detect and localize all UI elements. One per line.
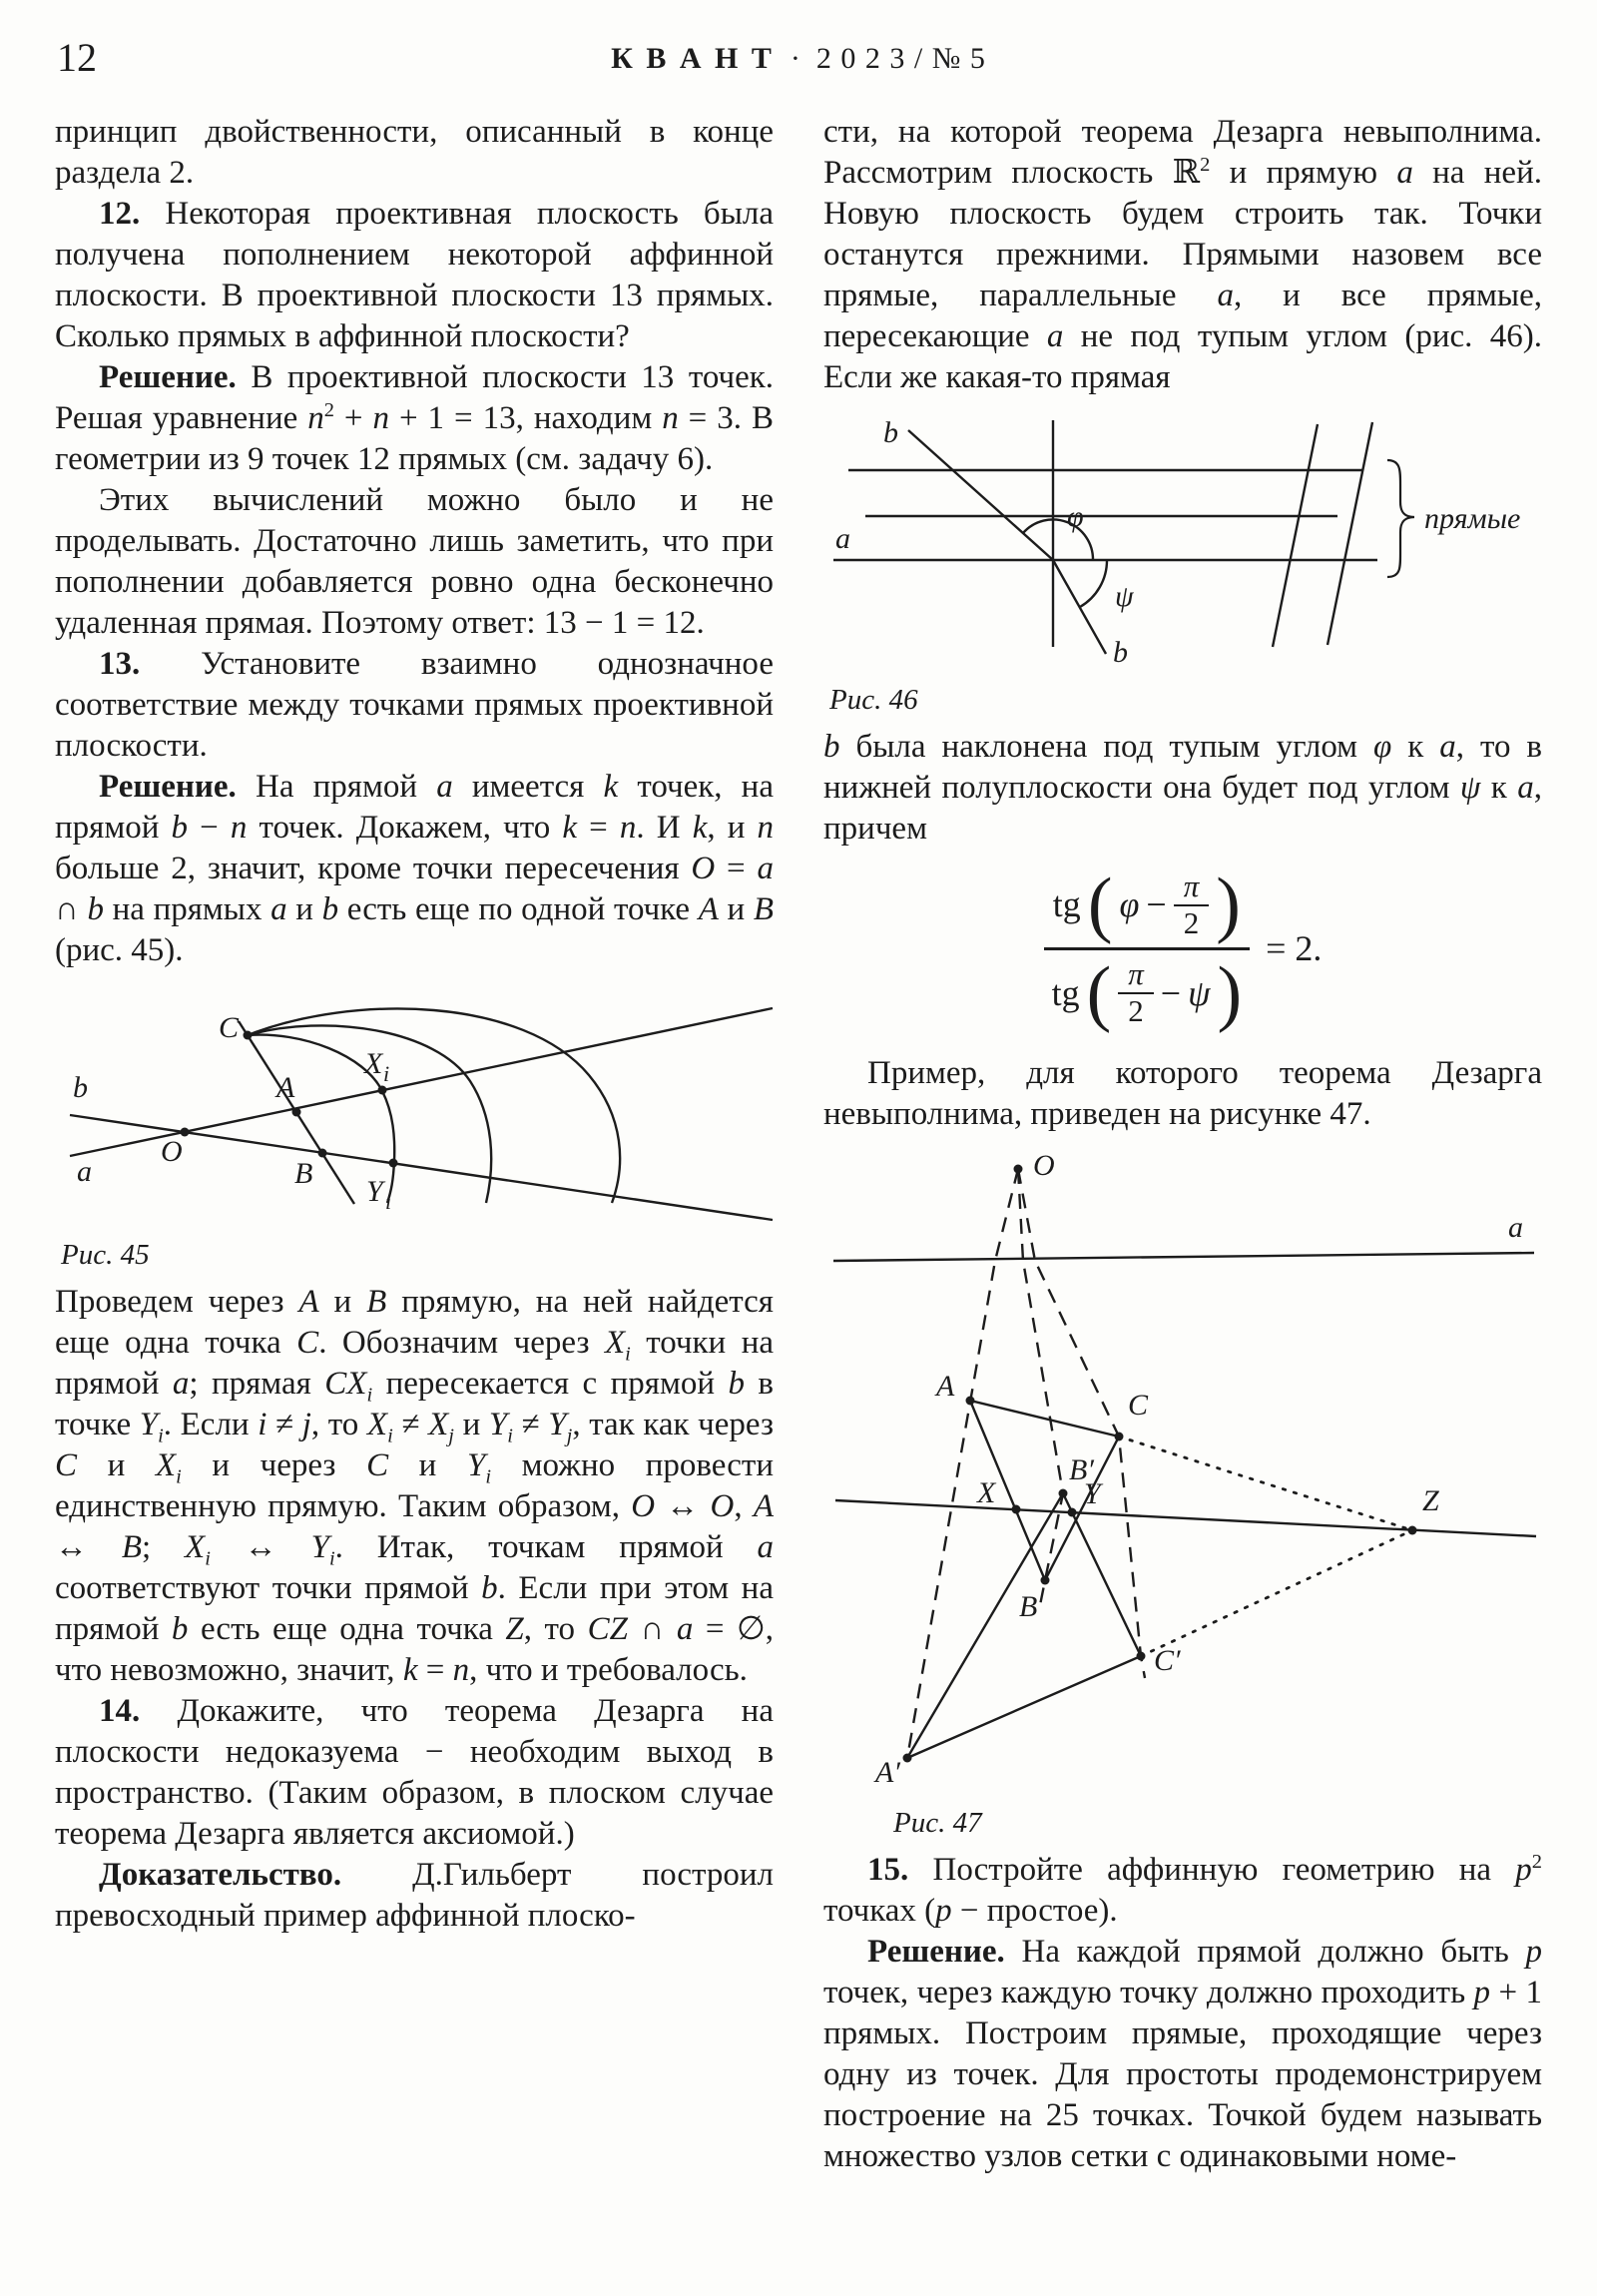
minus-sign: − xyxy=(1146,884,1167,925)
point-A xyxy=(292,1108,301,1117)
label-a: a xyxy=(77,1155,92,1188)
left-paren: ( xyxy=(1087,863,1113,946)
big-fraction xyxy=(1044,863,1251,1034)
figure-46 xyxy=(823,412,1542,717)
figure-47-caption: Рис. 47 xyxy=(893,1806,982,1839)
fig45-labels xyxy=(73,1011,391,1214)
label-O: O xyxy=(161,1135,183,1168)
fig46-lines xyxy=(833,420,1414,654)
label-X: X xyxy=(364,1047,383,1080)
point-C xyxy=(1115,1432,1124,1440)
figure-46-drawing xyxy=(823,412,1542,670)
point-Y xyxy=(1068,1507,1077,1516)
two-column-layout xyxy=(55,112,1542,2177)
dashed-O-B1-B xyxy=(1018,1169,1063,1610)
line-a xyxy=(833,1253,1534,1261)
tg-denominator: tg xyxy=(1051,972,1080,1013)
tangent-ratio-formula xyxy=(823,863,1542,1034)
figure-45 xyxy=(55,985,774,1272)
left-paren-2: ( xyxy=(1086,951,1112,1034)
right-paren-2: ) xyxy=(1217,951,1243,1034)
brace xyxy=(1387,460,1414,577)
pi-symbol-2: π xyxy=(1128,956,1144,992)
dotted-C1-Z xyxy=(1141,1530,1412,1656)
label-b-top: b xyxy=(883,416,898,449)
point-Xi xyxy=(378,1086,387,1095)
steep-line-2 xyxy=(1328,422,1372,645)
figure-45-caption: Рис. 45 xyxy=(61,1239,150,1271)
denominator-two: 2 xyxy=(1174,904,1210,941)
label-A: A xyxy=(936,1369,955,1403)
formula-result: = 2. xyxy=(1266,928,1323,969)
figure-47 xyxy=(823,1149,1542,1840)
fig47-labels xyxy=(873,1149,1523,1789)
page-header xyxy=(55,34,1542,90)
point-C xyxy=(244,1031,253,1040)
header-separator: · xyxy=(790,42,800,75)
right-column xyxy=(823,112,1542,2177)
label-Z: Z xyxy=(1422,1483,1439,1517)
pi-over-two-2 xyxy=(1118,957,1154,1028)
minus-sign-2: − xyxy=(1160,972,1182,1013)
paragraph-problem-14: 14. Докажите, что теорема Дезарга на плоскости недоказуема − необходим выход в пространство. (Таким образом, в плоском случае теорема Дезарга является аксиомой.) xyxy=(55,1693,774,1852)
point-B xyxy=(318,1149,327,1158)
figure-45-drawing xyxy=(55,985,774,1225)
label-b-bottom: b xyxy=(1113,636,1128,669)
tg-numerator: tg xyxy=(1052,884,1081,925)
paragraph-bent-line: b была наклонена под тупым углом φ к a, то в нижней полуплоскости она будет под углом ψ к a, причем xyxy=(823,729,1542,847)
line-a xyxy=(70,1008,773,1156)
line-b-lower xyxy=(1053,560,1106,654)
label-C: C xyxy=(219,1011,240,1044)
point-B-prime xyxy=(1059,1488,1068,1497)
label-a: a xyxy=(1508,1210,1523,1244)
label-pryamye: прямые xyxy=(1424,502,1521,535)
label-Y-sub: i xyxy=(385,1189,392,1214)
triangle-A1B1C1 xyxy=(907,1493,1141,1758)
label-phi: φ xyxy=(1067,500,1084,533)
formula-numerator xyxy=(1044,863,1251,946)
paragraph-problem-13: 13. Установите взаимно однозначное соответствие между точками прямых проективной плоскости. xyxy=(55,646,774,764)
pi-over-two xyxy=(1174,869,1210,940)
paragraph-solution-13: Решение. На прямой a имеется k точек, на прямой b − n точек. Докажем, что k = n. И k, и n больше 2, значит, кроме точки пересечения O = a ∩ b на прямых a и b есть еще по одной точке A и B (рис. 45). xyxy=(55,769,775,968)
line-b-upper xyxy=(908,430,1053,560)
right-paren: ) xyxy=(1216,863,1241,946)
dashed-O-A-A1 xyxy=(907,1169,1018,1758)
journal-header xyxy=(55,34,1542,76)
paragraph-proof-14-start: Доказательство. Д.Гильберт построил превосходный пример аффинной плоско- xyxy=(55,1857,774,1934)
denominator-two-2: 2 xyxy=(1118,992,1154,1029)
label-Y: Y xyxy=(366,1175,383,1208)
label-B: B xyxy=(294,1157,313,1190)
paragraph-solution-13-continued: Проведем через A и B прямую, на ней найдется еще одна точка C. Обозначим через $X_i$ точки на прямой a; прямая $CX_i$ пересекается с прямой b в точке $Y_i$. Если i ≠ j, то $X_i \ne X_j$ и $Y_i \ne Y_j$, так как через C и $X_i$ и через C и $Y_i$ можно провести единственную прямую. Таким образом, O ↔ O, A ↔ B; $X_i$ ↔ $Y_i$. Итак, точкам прямой a соответствуют точки прямой b. Если при этом на прямой b есть еще одна точка Z, то CZ ∩ a = ∅, что невозможно, значит, k = n, что и требовалось. xyxy=(55,1284,775,1688)
paragraph-intro-continuation: принцип двойственности, описанный в конце раздела 2. xyxy=(55,114,774,191)
steep-line-1 xyxy=(1273,424,1318,647)
paragraph-solution-12: Решение. В проективной плоскости 13 точек. Решая уравнение $n^2 + n + 1 = 13$, находим n = 3. В геометрии из 9 точек 12 прямых (см. задачу 6). xyxy=(55,359,774,477)
paragraph-example-47: Пример, для которого теорема Дезарга невыполнима, приведен на рисунке 47. xyxy=(823,1054,1542,1132)
issue-number: 2 0 2 3 / № 5 xyxy=(815,42,986,75)
fraction-bar xyxy=(1044,947,1251,950)
fig47-lines xyxy=(833,1169,1536,1758)
label-a: a xyxy=(835,522,850,555)
point-C-prime xyxy=(1137,1651,1146,1660)
label-psi: ψ xyxy=(1115,580,1134,613)
fig46-labels xyxy=(835,416,1520,669)
formula-denominator xyxy=(1044,951,1251,1034)
label-A-prime: A′ xyxy=(875,1755,900,1789)
label-b: b xyxy=(73,1071,88,1104)
label-X: X xyxy=(977,1475,996,1509)
paragraph-proof-14-continuation: сти, на которой теорема Дезарга невыполнима. Рассмотрим плоскость ℝ$^2$ и прямую a на ней. Новую плоскость будем строить так. Точки останутся прежними. Прямыми назовем все прямые, параллельные a, и все прямые, пересекающие a не под тупым углом (рис. 46). Если же какая-то прямая xyxy=(823,114,1543,395)
label-A: A xyxy=(276,1071,295,1104)
left-column xyxy=(55,112,774,2177)
psi-angle-arc xyxy=(1080,560,1107,607)
label-C: C xyxy=(1128,1388,1149,1422)
paragraph-problem-15: 15. Постройте аффинную геометрию на $p^2$ точках (p − простое). xyxy=(823,1850,1542,1929)
point-B xyxy=(1041,1575,1050,1584)
point-X xyxy=(1012,1504,1021,1513)
page-number: 12 xyxy=(57,35,97,80)
psi-symbol: ψ xyxy=(1188,972,1211,1013)
label-C-prime: C′ xyxy=(1154,1643,1181,1677)
label-Y: Y xyxy=(1084,1476,1101,1510)
label-X-sub: i xyxy=(383,1061,390,1086)
label-B-prime: B′ xyxy=(1069,1452,1094,1486)
figure-47-drawing xyxy=(823,1149,1542,1793)
pi-symbol: π xyxy=(1183,868,1200,903)
fig45-lines xyxy=(70,1008,773,1220)
point-O xyxy=(1014,1164,1023,1173)
point-A xyxy=(966,1396,975,1405)
figure-46-caption: Рис. 46 xyxy=(829,684,918,716)
phi-symbol: φ xyxy=(1119,884,1140,925)
point-Yi xyxy=(389,1159,398,1168)
paragraph-problem-12: 12. Некоторая проективная плоскость была получена пополнением некоторой аффинной плоскости. В проективной плоскости 13 прямых. Сколько прямых в аффинной плоскости? xyxy=(55,196,774,354)
point-Z xyxy=(1408,1525,1417,1534)
paragraph-solution-15: Решение. На каждой прямой должно быть p точек, через каждую точку должно проходить p + 1 прямых. Построим прямые, проходящие через одну из точек. Для простоты продемонстрируем построение на 25 точках. Точкой будем называть множество узлов сетки с одинаковыми номе- xyxy=(823,1933,1542,2174)
paragraph-remark-12: Этих вычислений можно было и не проделывать. Достаточно лишь заметить, что при пополнении добавляется ровно одна бесконечно удаленная прямая. Поэтому ответ: 13 − 1 = 12. xyxy=(55,482,774,641)
journal-title: К В А Н Т xyxy=(611,42,775,75)
label-B: B xyxy=(1019,1589,1038,1623)
label-O: O xyxy=(1033,1148,1055,1182)
point-A-prime xyxy=(903,1753,912,1762)
